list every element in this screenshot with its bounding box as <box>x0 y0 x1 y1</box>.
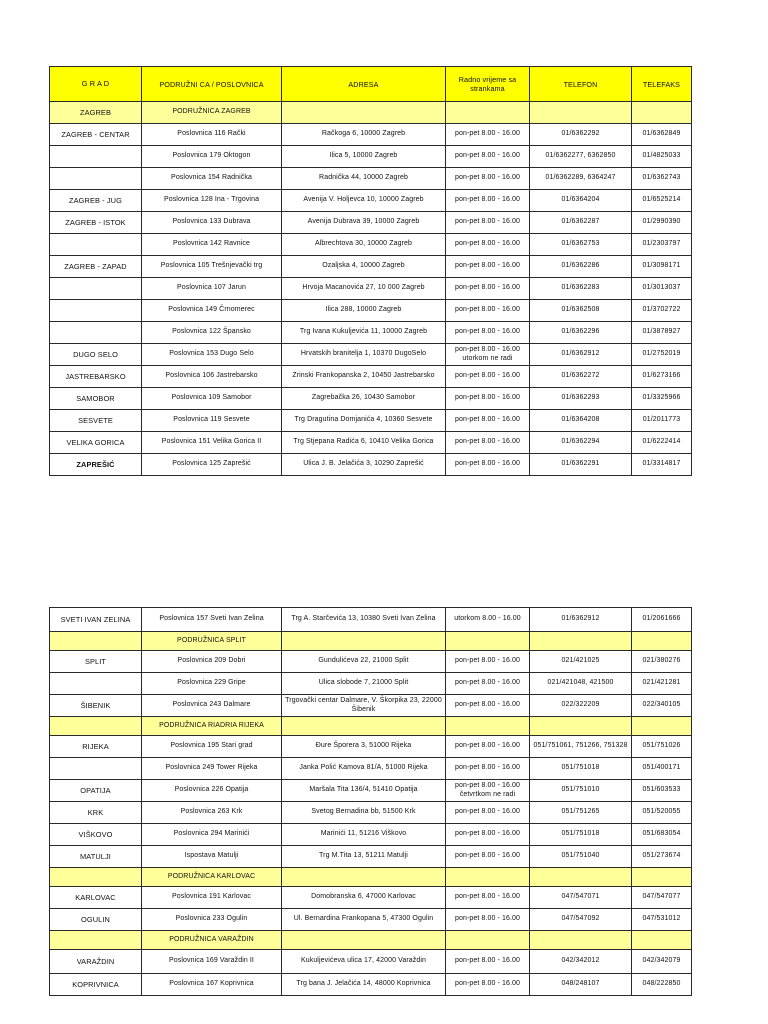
phone-cell <box>530 717 632 736</box>
hours-cell: pon-pet 8.00 - 16.00 <box>446 673 530 695</box>
hours-cell <box>446 931 530 950</box>
fax-cell <box>632 868 692 887</box>
fax-cell <box>632 931 692 950</box>
phone-cell: 01/6362277, 6362850 <box>530 146 632 168</box>
header-grad: G R A D <box>50 67 142 102</box>
fax-cell: 051/683054 <box>632 824 692 846</box>
table-row <box>50 846 692 868</box>
branch-group-row <box>50 717 692 736</box>
city-cell: OGULIN <box>50 909 142 931</box>
phone-cell: 01/6362283 <box>530 278 632 300</box>
branch-group-row <box>50 868 692 887</box>
hours-cell: pon-pet 8.00 - 16.00 <box>446 300 530 322</box>
hours-cell: pon-pet 8.00 - 16.00 utorkom ne radi <box>446 344 530 366</box>
table-row <box>50 212 692 234</box>
phone-cell: 021/421048, 421500 <box>530 673 632 695</box>
address-cell: Kukuljevićeva ulica 17, 42000 Varaždin <box>282 950 446 974</box>
city-cell: ŠIBENIK <box>50 695 142 717</box>
header-telefon: TELEFON <box>530 67 632 102</box>
fax-cell: 051/751026 <box>632 736 692 758</box>
address-cell: Trg Dragutina Domjanića 4, 10360 Sesvete <box>282 410 446 432</box>
city-cell <box>50 632 142 651</box>
address-cell <box>282 632 446 651</box>
table-row <box>50 168 692 190</box>
table-row <box>50 278 692 300</box>
city-cell: SVETI IVAN ZELINA <box>50 608 142 632</box>
branch-cell: PODRUŽNICA SPLIT <box>142 632 282 651</box>
city-cell: KOPRIVNICA <box>50 974 142 996</box>
fax-cell: 01/3878927 <box>632 322 692 344</box>
branch-cell: Poslovnica 249 Tower Rijeka <box>142 758 282 780</box>
hours-cell <box>446 632 530 651</box>
phone-cell: 01/6362753 <box>530 234 632 256</box>
hours-cell: pon-pet 8.00 - 16.00 <box>446 974 530 996</box>
phone-cell: 048/248107 <box>530 974 632 996</box>
address-cell <box>282 102 446 124</box>
fax-cell: 01/2061666 <box>632 608 692 632</box>
phone-cell <box>530 632 632 651</box>
address-cell: Račkoga 6, 10000 Zagreb <box>282 124 446 146</box>
branch-cell: Poslovnica 229 Gripe <box>142 673 282 695</box>
hours-cell: pon-pet 8.00 - 16.00 <box>446 322 530 344</box>
table-row <box>50 950 692 974</box>
city-cell: ZAPREŠIĆ <box>50 454 142 476</box>
hours-cell: pon-pet 8.00 - 16.00 <box>446 802 530 824</box>
branch-cell: Poslovnica 107 Jarun <box>142 278 282 300</box>
table-row <box>50 824 692 846</box>
branch-table-top <box>49 66 692 476</box>
branch-group-row <box>50 931 692 950</box>
city-cell: ZAGREB - ZAPAD <box>50 256 142 278</box>
phone-cell: 01/6362508 <box>530 300 632 322</box>
fax-cell: 01/6222414 <box>632 432 692 454</box>
phone-cell: 01/6362292 <box>530 124 632 146</box>
hours-cell: pon-pet 8.00 - 16.00 <box>446 651 530 673</box>
phone-cell: 047/547092 <box>530 909 632 931</box>
branch-cell: Poslovnica 119 Sesvete <box>142 410 282 432</box>
phone-cell: 01/6364204 <box>530 190 632 212</box>
branch-cell: Poslovnica 209 Dobri <box>142 651 282 673</box>
branch-group-row <box>50 632 692 651</box>
branch-cell: Poslovnica 149 Črnomerec <box>142 300 282 322</box>
branch-cell: Poslovnica 167 Koprivnica <box>142 974 282 996</box>
address-cell: Avenija Dubrava 39, 10000 Zagreb <box>282 212 446 234</box>
branch-cell: Poslovnica 142 Ravnice <box>142 234 282 256</box>
fax-cell: 01/3702722 <box>632 300 692 322</box>
city-cell <box>50 146 142 168</box>
phone-cell: 01/6362293 <box>530 388 632 410</box>
address-cell: Ozaljska 4, 10000 Zagreb <box>282 256 446 278</box>
table-row <box>50 190 692 212</box>
address-cell: Ulica slobode 7, 21000 Split <box>282 673 446 695</box>
phone-cell: 051/751018 <box>530 758 632 780</box>
phone-cell: 01/6364208 <box>530 410 632 432</box>
branch-cell: PODRUŽNICA ZAGREB <box>142 102 282 124</box>
hours-cell: pon-pet 8.00 - 16.00 četvrtkom ne radi <box>446 780 530 802</box>
address-cell: Ilica 5, 10000 Zagreb <box>282 146 446 168</box>
hours-cell: pon-pet 8.00 - 16.00 <box>446 366 530 388</box>
fax-cell: 01/6362743 <box>632 168 692 190</box>
address-cell: Albrechtova 30, 10000 Zagreb <box>282 234 446 256</box>
city-cell: OPATIJA <box>50 780 142 802</box>
fax-cell: 01/4825033 <box>632 146 692 168</box>
phone-cell: 022/322209 <box>530 695 632 717</box>
branch-cell: Poslovnica 294 Marinići <box>142 824 282 846</box>
hours-cell: pon-pet 8.00 - 16.00 <box>446 168 530 190</box>
hours-cell: pon-pet 8.00 - 16.00 <box>446 887 530 909</box>
fax-cell <box>632 632 692 651</box>
city-cell: SESVETE <box>50 410 142 432</box>
phone-cell: 01/6362294 <box>530 432 632 454</box>
phone-cell: 042/342012 <box>530 950 632 974</box>
hours-cell: pon-pet 8.00 - 16.00 <box>446 758 530 780</box>
branch-cell: Poslovnica 125 Zaprešić <box>142 454 282 476</box>
address-cell <box>282 717 446 736</box>
address-cell: Ulica J. B. Jelačića 3, 10290 Zaprešić <box>282 454 446 476</box>
phone-cell: 051/751061, 751266, 751328 <box>530 736 632 758</box>
fax-cell <box>632 102 692 124</box>
branch-cell: PODRUŽNICA KARLOVAC <box>142 868 282 887</box>
hours-cell: pon-pet 8.00 - 16.00 <box>446 410 530 432</box>
branch-cell: Ispostava Matulji <box>142 846 282 868</box>
branch-cell: Poslovnica 122 Špansko <box>142 322 282 344</box>
table-row <box>50 651 692 673</box>
address-cell: Maršala Tita 136/4, 51410 Opatija <box>282 780 446 802</box>
hours-cell: pon-pet 8.00 - 16.00 <box>446 846 530 868</box>
header-radno-vrijeme: Radno vrijeme sa strankama <box>446 67 530 102</box>
fax-cell: 022/340105 <box>632 695 692 717</box>
hours-cell: pon-pet 8.00 - 16.00 <box>446 278 530 300</box>
city-cell <box>50 673 142 695</box>
address-cell <box>282 931 446 950</box>
city-cell: DUGO SELO <box>50 344 142 366</box>
address-cell: Hrvoja Macanovića 27, 10 000 Zagreb <box>282 278 446 300</box>
address-cell: Radnička 44, 10000 Zagreb <box>282 168 446 190</box>
phone-cell <box>530 868 632 887</box>
table-row <box>50 454 692 476</box>
address-cell: Svetog Bernadina bb, 51500 Krk <box>282 802 446 824</box>
table-row <box>50 124 692 146</box>
hours-cell: pon-pet 8.00 - 16.00 <box>446 124 530 146</box>
phone-cell: 01/6362912 <box>530 608 632 632</box>
branch-cell: Poslovnica 109 Samobor <box>142 388 282 410</box>
phone-cell: 01/6362289, 6364247 <box>530 168 632 190</box>
branch-cell: Poslovnica 179 Oktogon <box>142 146 282 168</box>
branch-cell: Poslovnica 157 Sveti Ivan Zelina <box>142 608 282 632</box>
table-row <box>50 388 692 410</box>
fax-cell: 01/2752019 <box>632 344 692 366</box>
fax-cell: 048/222850 <box>632 974 692 996</box>
hours-cell: pon-pet 8.00 - 16.00 <box>446 909 530 931</box>
fax-cell: 051/273674 <box>632 846 692 868</box>
table-row <box>50 909 692 931</box>
branch-cell: Poslovnica 263 Krk <box>142 802 282 824</box>
hours-cell: pon-pet 8.00 - 16.00 <box>446 234 530 256</box>
city-cell <box>50 234 142 256</box>
hours-cell <box>446 717 530 736</box>
phone-cell: 01/6362296 <box>530 322 632 344</box>
table-row <box>50 887 692 909</box>
branch-cell: Poslovnica 233 Ogulin <box>142 909 282 931</box>
city-cell: ZAGREB - CENTAR <box>50 124 142 146</box>
table-row <box>50 780 692 802</box>
header-telefaks: TELEFAKS <box>632 67 692 102</box>
city-cell <box>50 168 142 190</box>
header-podruznica: PODRUŽNI CA / POSLOVNICA <box>142 67 282 102</box>
address-cell: Trgovački centar Dalmare, V. Škorpika 23, 22000 Šibenik <box>282 695 446 717</box>
address-cell: Gundulićeva 22, 21000 Split <box>282 651 446 673</box>
hours-cell: pon-pet 8.00 - 16.00 <box>446 824 530 846</box>
table-row <box>50 410 692 432</box>
hours-cell <box>446 102 530 124</box>
fax-cell: 047/531012 <box>632 909 692 931</box>
address-cell: Avenija V. Holjevca 10, 10000 Zagreb <box>282 190 446 212</box>
city-cell: VIŠKOVO <box>50 824 142 846</box>
hours-cell: utorkom 8.00 - 16.00 <box>446 608 530 632</box>
fax-cell: 021/380276 <box>632 651 692 673</box>
branch-cell: Poslovnica 151 Velika Gorica II <box>142 432 282 454</box>
address-cell <box>282 868 446 887</box>
hours-cell: pon-pet 8.00 - 16.00 <box>446 212 530 234</box>
address-cell: Zagrebačka 26, 10430 Samobor <box>282 388 446 410</box>
fax-cell: 051/400171 <box>632 758 692 780</box>
branch-table-bottom <box>49 607 692 996</box>
city-cell: VARAŽDIN <box>50 950 142 974</box>
city-cell <box>50 868 142 887</box>
fax-cell: 042/342079 <box>632 950 692 974</box>
hours-cell: pon-pet 8.00 - 16.00 <box>446 454 530 476</box>
hours-cell: pon-pet 8.00 - 16.00 <box>446 256 530 278</box>
address-cell: Trg Stjepana Radića 6, 10410 Velika Gorica <box>282 432 446 454</box>
fax-cell <box>632 717 692 736</box>
branch-cell: Poslovnica 243 Dalmare <box>142 695 282 717</box>
table-row <box>50 300 692 322</box>
table-row <box>50 322 692 344</box>
branch-cell: Poslovnica 153 Dugo Selo <box>142 344 282 366</box>
fax-cell: 01/3314817 <box>632 454 692 476</box>
table-row <box>50 673 692 695</box>
table-row <box>50 366 692 388</box>
table-row <box>50 695 692 717</box>
fax-cell: 01/6362849 <box>632 124 692 146</box>
branch-cell: PODRUŽNICA VARAŽDIN <box>142 931 282 950</box>
hours-cell: pon-pet 8.00 - 16.00 <box>446 146 530 168</box>
table-row <box>50 974 692 996</box>
phone-cell: 051/751010 <box>530 780 632 802</box>
address-cell: Ul. Bernardina Frankopana 5, 47300 Ogulin <box>282 909 446 931</box>
fax-cell: 01/2011773 <box>632 410 692 432</box>
fax-cell: 01/6273166 <box>632 366 692 388</box>
phone-cell: 01/6362287 <box>530 212 632 234</box>
address-cell: Trg Ivana Kukuljevića 11, 10000 Zagreb <box>282 322 446 344</box>
branch-cell: Poslovnica 169 Varaždin II <box>142 950 282 974</box>
hours-cell: pon-pet 8.00 - 16.00 <box>446 388 530 410</box>
city-cell: SAMOBOR <box>50 388 142 410</box>
branch-cell: Poslovnica 133 Dubrava <box>142 212 282 234</box>
fax-cell: 01/6525214 <box>632 190 692 212</box>
branch-cell: PODRUŽNICA RIADRIA RIJEKA <box>142 717 282 736</box>
table-row <box>50 344 692 366</box>
table-row <box>50 146 692 168</box>
branch-cell: Poslovnica 154 Radnička <box>142 168 282 190</box>
address-cell: Trg A. Starčevića 13, 10380 Sveti Ivan Zelina <box>282 608 446 632</box>
hours-cell: pon-pet 8.00 - 16.00 <box>446 736 530 758</box>
city-cell: MATULJI <box>50 846 142 868</box>
table-row <box>50 432 692 454</box>
branch-cell: Poslovnica 128 Ina - Trgovina <box>142 190 282 212</box>
city-cell: KARLOVAC <box>50 887 142 909</box>
city-cell: JASTREBARSKO <box>50 366 142 388</box>
city-cell <box>50 278 142 300</box>
table-row <box>50 758 692 780</box>
phone-cell: 051/751018 <box>530 824 632 846</box>
city-cell <box>50 717 142 736</box>
phone-cell: 01/6362912 <box>530 344 632 366</box>
branch-cell: Poslovnica 106 Jastrebarsko <box>142 366 282 388</box>
address-cell: Zrinski Frankopanska 2, 10450 Jastrebarsko <box>282 366 446 388</box>
hours-cell: pon-pet 8.00 - 16.00 <box>446 695 530 717</box>
phone-cell: 01/6362291 <box>530 454 632 476</box>
fax-cell: 01/3325966 <box>632 388 692 410</box>
branch-cell: Poslovnica 116 Rački <box>142 124 282 146</box>
branch-cell: Poslovnica 191 Karlovac <box>142 887 282 909</box>
hours-cell: pon-pet 8.00 - 16.00 <box>446 190 530 212</box>
branch-cell: Poslovnica 195 Stari grad <box>142 736 282 758</box>
table-row <box>50 802 692 824</box>
city-cell <box>50 322 142 344</box>
city-cell <box>50 300 142 322</box>
fax-cell: 051/520055 <box>632 802 692 824</box>
fax-cell: 047/547077 <box>632 887 692 909</box>
phone-cell: 021/421025 <box>530 651 632 673</box>
branch-cell: Poslovnica 226 Opatija <box>142 780 282 802</box>
city-cell: SPLIT <box>50 651 142 673</box>
address-cell: Hrvatskih branitelja 1, 10370 DugoSelo <box>282 344 446 366</box>
phone-cell <box>530 102 632 124</box>
table-row <box>50 256 692 278</box>
fax-cell: 021/421281 <box>632 673 692 695</box>
table-header-row <box>50 67 692 102</box>
table-row <box>50 234 692 256</box>
address-cell: Domobranska 6, 47000 Karlovac <box>282 887 446 909</box>
address-cell: Ilica 288, 10000 Zagreb <box>282 300 446 322</box>
phone-cell: 047/547071 <box>530 887 632 909</box>
fax-cell: 051/603533 <box>632 780 692 802</box>
table-row <box>50 736 692 758</box>
branch-cell: Poslovnica 105 Trešnjevački trg <box>142 256 282 278</box>
address-cell: Janka Polić Kamova 81/A, 51000 Rijeka <box>282 758 446 780</box>
phone-cell: 051/751040 <box>530 846 632 868</box>
address-cell: Đure Šporera 3, 51000 Rijeka <box>282 736 446 758</box>
address-cell: Trg bana J. Jelačića 14, 48000 Koprivnica <box>282 974 446 996</box>
phone-cell: 01/6362272 <box>530 366 632 388</box>
city-cell: ZAGREB - ISTOK <box>50 212 142 234</box>
fax-cell: 01/2990390 <box>632 212 692 234</box>
city-cell: ZAGREB <box>50 102 142 124</box>
city-cell: ZAGREB - JUG <box>50 190 142 212</box>
city-cell <box>50 931 142 950</box>
address-cell: Marinići 11, 51216 Viškovo <box>282 824 446 846</box>
city-cell: VELIKA GORICA <box>50 432 142 454</box>
phone-cell: 01/6362286 <box>530 256 632 278</box>
hours-cell: pon-pet 8.00 - 16.00 <box>446 432 530 454</box>
hours-cell <box>446 868 530 887</box>
city-cell <box>50 758 142 780</box>
phone-cell <box>530 931 632 950</box>
table-row <box>50 608 692 632</box>
header-adresa: ADRESA <box>282 67 446 102</box>
city-cell: RIJEKA <box>50 736 142 758</box>
address-cell: Trg M.Tita 13, 51211 Matulji <box>282 846 446 868</box>
hours-cell: pon-pet 8.00 - 16.00 <box>446 950 530 974</box>
branch-group-row <box>50 102 692 124</box>
city-cell: KRK <box>50 802 142 824</box>
fax-cell: 01/2303797 <box>632 234 692 256</box>
phone-cell: 051/751265 <box>530 802 632 824</box>
fax-cell: 01/3013037 <box>632 278 692 300</box>
fax-cell: 01/3098171 <box>632 256 692 278</box>
